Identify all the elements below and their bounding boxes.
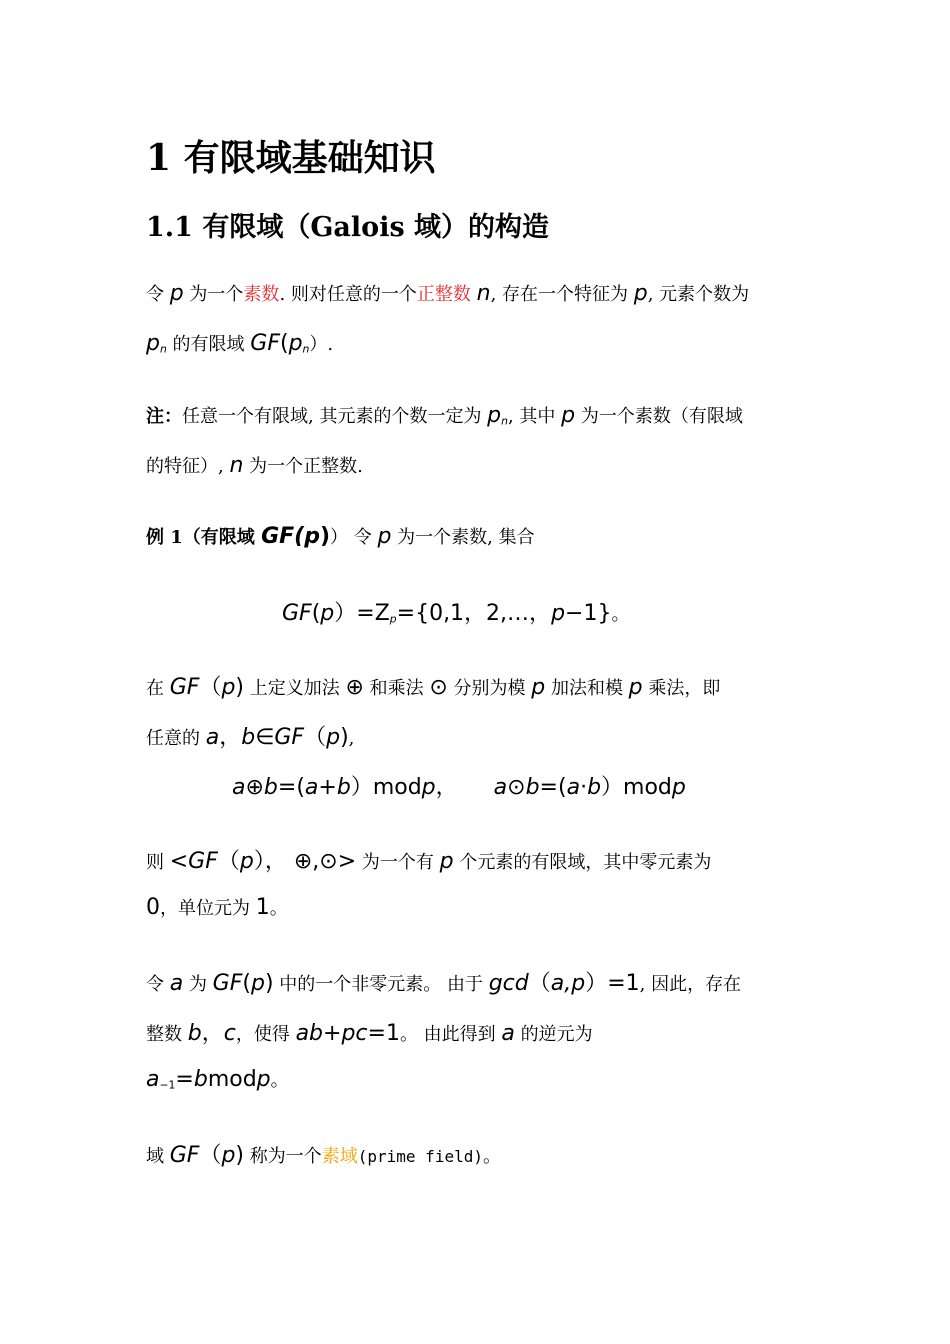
- paragraph-field-line2: 0，单位元为 1。: [146, 895, 288, 920]
- paragraph-inverse-line2: 整数 b，c，使得 ab+pc=1。 由此得到 a 的逆元为: [146, 1021, 593, 1046]
- paragraph-field-line1: 则 <GF（p）， ⊕,⊙> 为一个有 p 个元素的有限域，其中零元素为: [146, 849, 712, 874]
- term-prime: 素数: [243, 284, 280, 305]
- example-1-heading: 例 1（有限域 GF(p)） 令 p 为一个素数, 集合: [146, 524, 535, 549]
- formula-inverse: $a_{-1}=bmodp$。: [146, 1067, 289, 1092]
- paragraph-inverse-line1: 令 a 为 GF(p) 中的一个非零元素。 由于 gcd（a,p）=1, 因此，存在: [146, 971, 742, 996]
- note-label: 注：: [146, 406, 182, 427]
- formula-mod-operations: a⊕b=(a+b）modp， a⊙b=(a·b）modp: [232, 775, 686, 800]
- oplus-symbol: ⊕: [345, 675, 364, 700]
- formula-gf-p-set: $GF(p)=Z_p=\{0,1$，2,…，p−1}。: [282, 601, 630, 626]
- note-line1: 注：任意一个有限域, 其元素的个数一定为 $p_n$, 其中 p 为一个素数（有限域: [146, 403, 743, 428]
- chapter-title: 1 有限域基础知识: [146, 137, 436, 179]
- paragraph-definition-line2: $p_n$ 的有限域 $GF(p_n)$.: [146, 331, 334, 356]
- section-title: 1.1 有限域（Galois 域）的构造: [146, 212, 550, 243]
- term-prime-field: 素域: [321, 1146, 358, 1167]
- odot-symbol: ⊙: [429, 675, 448, 700]
- term-positive-integer: 正整数: [416, 284, 471, 305]
- paragraph-operations-line2: 任意的 a，b∈GF（p),: [146, 725, 355, 750]
- paragraph-operations-line1: 在 GF（p) 上定义加法 ⊕ 和乘法 ⊙ 分别为模 p 加法和模 p 乘法，即: [146, 675, 721, 700]
- paragraph-prime-field: 域 GF（p) 称为一个素域(prime field)。: [146, 1143, 501, 1168]
- note-line2: 的特征）, n 为一个正整数.: [146, 453, 363, 478]
- paragraph-definition-line1: 令 p 为一个素数. 则对任意的一个正整数 n, 存在一个特征为 p, 元素个数为: [146, 281, 750, 306]
